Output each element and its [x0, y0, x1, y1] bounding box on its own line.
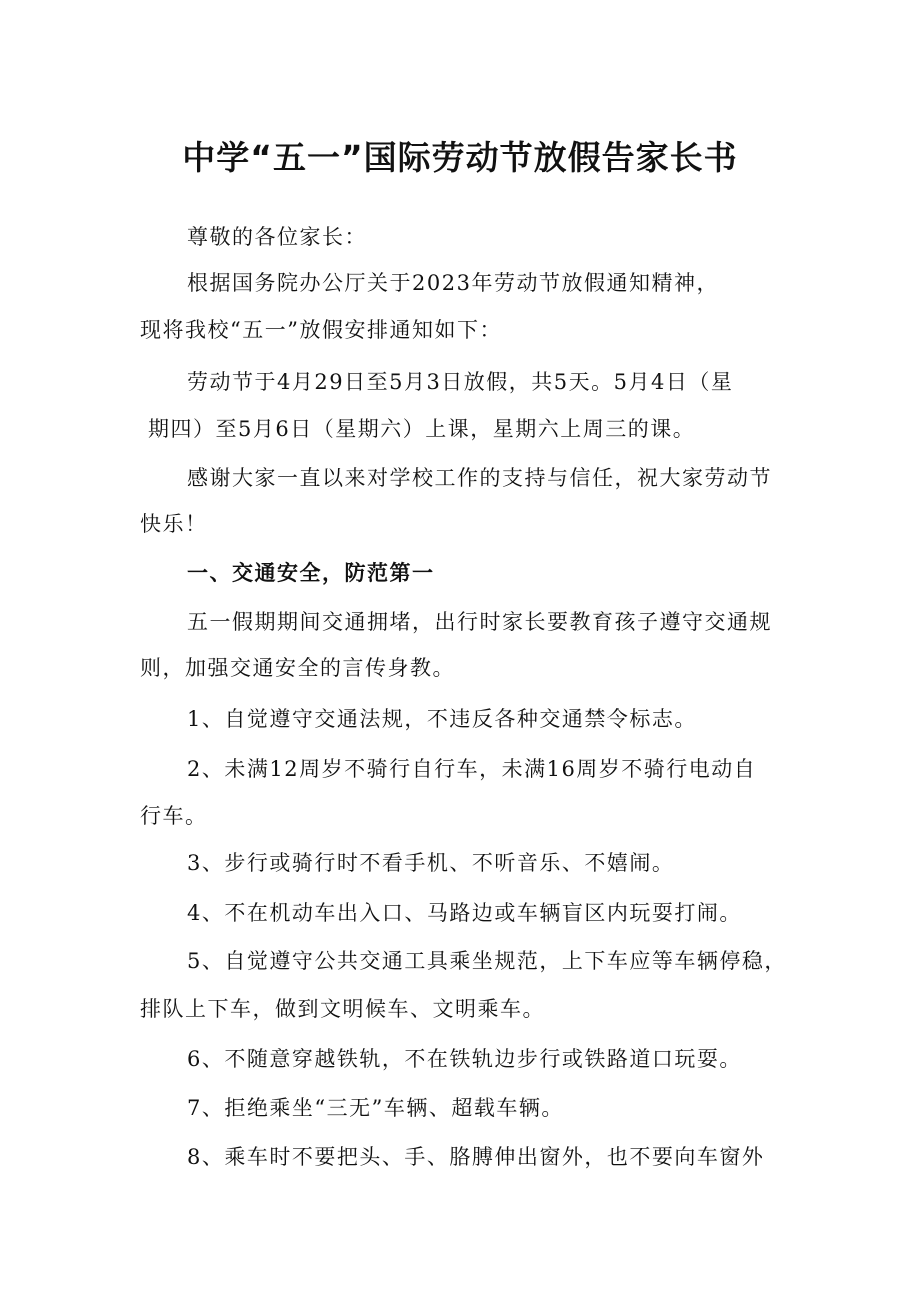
list-item-3: 3、步行或骑行时不看手机、不听音乐、不嬉闹。 — [187, 851, 675, 875]
list-item-2-line-1: 2、未满12周岁不骑行自行车，未满16周岁不骑行电动自 — [187, 757, 757, 781]
list-item-5-line-2: 排队上下车，做到文明候车、文明乘车。 — [140, 997, 545, 1021]
document-title: 中学“五一”国际劳动节放假告家长书 — [182, 138, 738, 177]
list-item-2-line-2: 行车。 — [140, 804, 208, 828]
paragraph-thanks-line-1: 感谢大家一直以来对学校工作的支持与信任，祝大家劳动节 — [187, 466, 772, 490]
salutation: 尊敬的各位家长： — [187, 225, 367, 249]
list-item-6: 6、不随意穿越铁轨，不在铁轨边步行或铁路道口玩耍。 — [187, 1047, 742, 1071]
section-heading-traffic-safety: 一、交通安全，防范第一 — [187, 561, 435, 585]
paragraph-traffic-line-1: 五一假期期间交通拥堵，出行时家长要教育孩子遵守交通规 — [187, 610, 772, 634]
list-item-5-line-1: 5、自觉遵守公共交通工具乘坐规范，上下车应等车辆停稳， — [187, 949, 787, 973]
paragraph-intro-line-1: 根据国务院办公厅关于2023年劳动节放假通知精神， — [187, 271, 719, 295]
paragraph-intro-line-2: 现将我校“五一”放假安排通知如下： — [140, 318, 502, 342]
list-item-8-line-1: 8、乘车时不要把头、手、胳膊伸出窗外，也不要向车窗外 — [187, 1145, 765, 1169]
paragraph-thanks-line-2: 快乐！ — [140, 512, 208, 536]
list-item-1: 1、自觉遵守交通法规，不违反各种交通禁令标志。 — [187, 707, 697, 731]
paragraph-schedule-line-2: 期四）至5月6日（星期六）上课，星期六上周三的课。 — [148, 417, 696, 441]
list-item-7: 7、拒绝乘坐“三无”车辆、超载车辆。 — [187, 1096, 564, 1120]
paragraph-schedule-line-1: 劳动节于4月29日至5月3日放假，共5天。5月4日（星 — [187, 370, 734, 394]
list-item-4: 4、不在机动车出入口、马路边或车辆盲区内玩耍打闹。 — [187, 901, 742, 925]
paragraph-traffic-line-2: 则，加强交通安全的言传身教。 — [140, 656, 455, 680]
